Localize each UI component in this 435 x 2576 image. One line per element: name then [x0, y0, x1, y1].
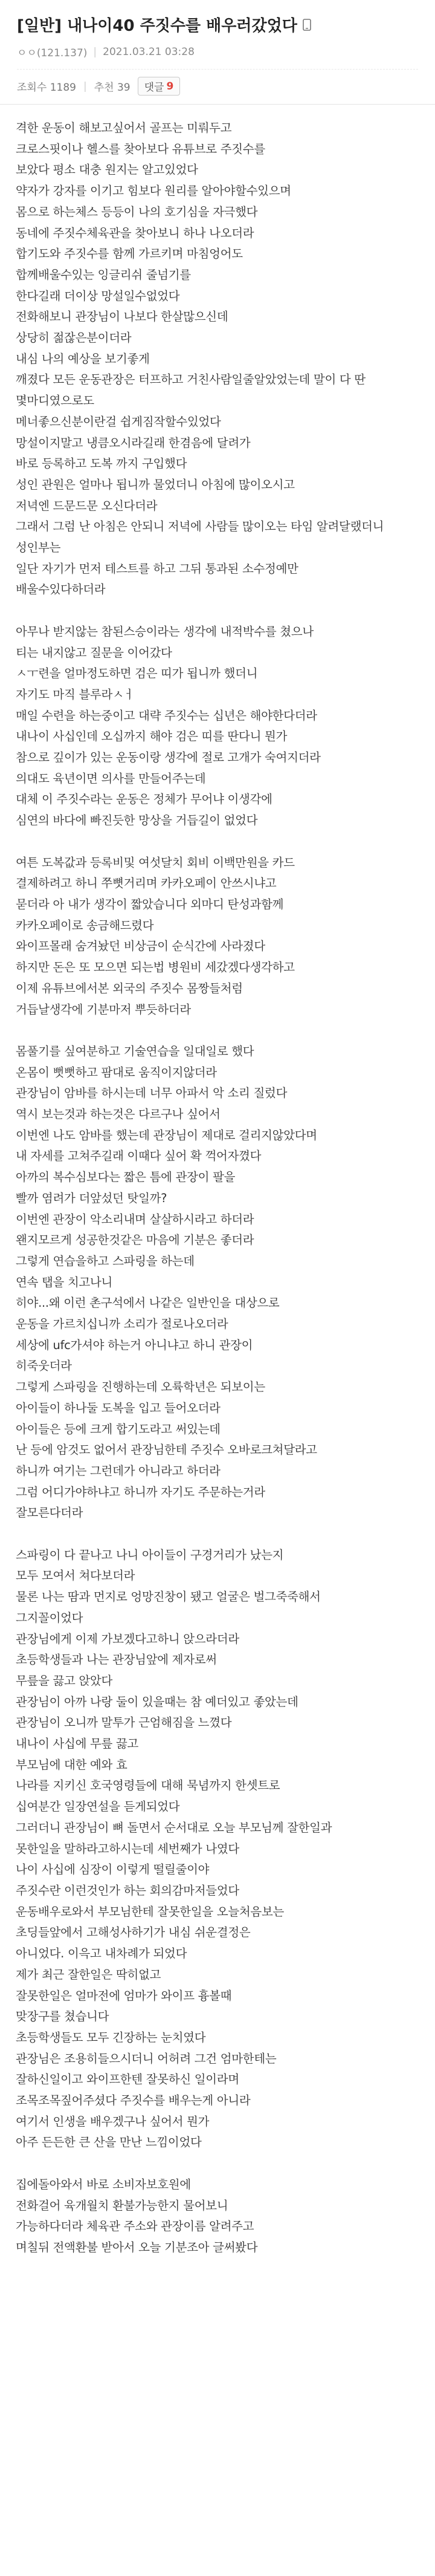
post-meta [17, 44, 418, 59]
stats-separator: | [83, 80, 87, 93]
author-name[interactable]: ㅇㅇ(121.137) [17, 47, 88, 59]
comment-count-label: 댓글 [144, 82, 164, 94]
post-title-row [17, 13, 418, 36]
recommend-count-value: 39 [117, 82, 130, 94]
view-count-value: 1189 [50, 82, 76, 94]
mobile-icon [302, 19, 312, 31]
body-paragraph: 여튼 도복값과 등록비및 여섯달치 회비 이백만원을 카드 결제하려고 하니 쭈뼛거리며 카카오페이 안쓰시냐고 묻더라 아 내가 생각이 짧았습니다 외마디 탄성과함께 카카오페이로 송금해드렸다 와이프몰래 숨겨놨던 비상금이 순식간에 사라졌다 하지만 돈은 또 모으면 되는법 병원비 세갔겠다생각하고 이제 유튜브에서본 외국의 주짓수 몸짱들처럼 거듭날생각에 기분마저 뿌듯하더라 [16, 855, 295, 1016]
post-datetime: 2021.03.21 03:28 [103, 45, 195, 58]
view-count [17, 79, 76, 94]
body-paragraph: 아무나 받지않는 참된스승이라는 생각에 내적박수를 쳤으나 티는 내지않고 질문을 이어갔다 ㅅㅜ련을 얼마정도하면 검은 띠가 됩니까 했더니 자기도 마직 블루라ㅅㅓ 매일 수련을 하는중이고 대략 주짓수는 십년은 해야한다더라 내나이 사십인데 오십까지 해야 검은 띠를 딴다니 뭔가 참으로 깊이가 있는 운동이랑 생각에 절로 고개가 숙여지더라 의대도 육년이면 의사를 만들어주는데 대체 이 주짓수라는 운동은 정체가 무어냐 이생각에 심연의 바다에 빠진듯한 망상을 거듭길이 없었다 [16, 624, 321, 828]
post-title-text: 내나이40 주짓수를 배우러갔었다 [67, 17, 297, 35]
recommend-count [94, 79, 130, 94]
recommend-count-label: 추천 [94, 82, 114, 94]
comment-count-button[interactable] [138, 77, 181, 96]
post-title [17, 13, 297, 36]
body-paragraph: 격한 운동이 해보고싶어서 골프는 미뤄두고 크로스핏이나 헬스를 찾아보다 유튜브로 주짓수를 보았다 평소 대충 원지는 알고있었다 약자가 강자를 이기고 힘보다 원리를 알아야할수있으며 몸으로 하는체스 등등이 나의 호기심을 자극했다 동네에 주짓수체육관을 찾아보니 하나 나오더라 합기도와 주짓수를 함께 가르키며 마침엉어도 합께배울수있는 잉글리쉬 줄넘기를 한다길래 더이상 망설일수없었다 전화해보니 관장님이 나보다 한살많으신데 상당히 젊잖은분이더라 내심 나의 예상을 보기좋게 깨졌다 모든 운동관장은 터프하고 거친사람일줄알았었는데 말이 다 딴 몇마디였으로도 메너좋으신분이란걸 쉽게짐작할수있었다 망설이지말고 냉큼오시라길래 한겸음에 달려가 바로 등록하고 도복 까지 구입했다 성인 관원은 얼마나 됩니까 물었더니 아침에 많이오시고 저녁엔 드문드문 오신다더라 그래서 그럼 난 아침은 안되니 저녁에 사람들 많이오는 타임 알려달랬더니 성인부는 일단 자기가 먼저 테스트를 하고 그뒤 통과된 소수정예만 배울수있다하더라 [16, 121, 384, 597]
body-paragraph: 스파링이 다 끝나고 나니 아이들이 구경거리가 났는지 모두 모여서 쳐다보더라 물론 나는 땀과 먼지로 엉망진창이 됐고 얼굴은 벌그죽죽해서 그지꼴이었다 관장님에게 이제 가보겠다고하니 앉으라더라 초등학생들과 나는 관장님앞에 제자로써 무릎을 끓고 앉았다 관장님이 아까 나랑 둘이 있을때는 참 예더있고 좋았는데 관장님이 오니까 말투가 근엄해짐을 느꼈다 내나이 사십에 무릎 끓고 부모님에 대한 예와 효 나라를 지키신 호국영령들에 대해 묵념까지 한셋트로 십여분간 일장연설을 듣게되었다 그러더니 관장님이 뼈 돌면서 순서대로 오늘 부모님께 잘한일과 못한일을 말하라고하시는데 세번째가 나였다 나이 사십에 심장이 이렇게 떨릴줄이야 주짓수란 이런것인가 하는 회의감마저들었다 운동배우로와서 부모님한테 잘못한일을 오늘처음보는 초딩들앞에서 고해성사하기가 내심 쉬운결정은 아니었다. 이윽고 내차례가 되었다 제가 최근 잘한일은 딱히없고 잘못한일은 얼마전에 엄마가 와이프 흉볼때 맞장구를 쳤습니다 초등학생들도 모두 긴장하는 눈치였다 관장님은 조용히들으시더니 어허려 그건 엄마한테는 잘하신일이고 와이프한텐 잘못하신 일이라며 조목조목짚어주셨다 주짓수를 배우는게 아니라 여기서 인생을 배우겠구나 싶어서 뭔가 아주 든든한 큰 산을 만난 느낌이었다 [16, 1547, 332, 2150]
post-header [0, 0, 435, 105]
body-paragraph: 몸풀기를 싶여분하고 기술연습을 일대일로 했다 온몸이 뻣뻣하고 팜대로 움직이지않더라 관장님이 암바를 하시는데 너무 아파서 악 소리 질렀다 역시 보는것과 하는것은 다르구나 싶어서 이번엔 나도 암바를 했는데 관장님이 제대로 걸리지않았다며 내 자세를 고쳐주길래 이때다 싶어 확 꺽어자꼈다 아까의 복수심보다는 짧은 틈에 관장이 팔을 빨까 염려가 더앞섰던 탓일까? 이번엔 관장이 악소리내며 살살하시라고 하더라 왠지모르게 성공한것같은 마음에 기분은 좋더라 그렇게 연습을하고 스파링을 하는데 연속 탭을 치고나니 히야...왜 이런 촌구석에서 나같은 일반인을 대상으로 운동을 가르치십니까 소리가 절로나오더라 세상에 ufc가셔야 하는거 아니냐고 하니 관장이 히죽웃더라 그렇게 스파링을 진행하는데 오륙학년은 되보이는 아이들이 하나둘 도복을 입고 들어오더라 아이들은 등에 크게 합기도라고 써있는데 난 등에 암것도 없어서 관장님한테 주짓수 오바로크쳐달라고 하니까 여기는 그런데가 아니라고 하더라 그럼 어디가야하냐고 하니까 자기도 주문하는거라 잘모른다더라 [16, 1044, 317, 1520]
view-count-label: 조회수 [17, 82, 47, 94]
post-category: [일반] [17, 17, 62, 35]
meta-separator: | [93, 45, 97, 58]
post-stats [17, 70, 418, 104]
post-body [0, 105, 435, 2303]
body-paragraph: 집에돌아와서 바로 소비자보호원에 전화걸어 육개월치 환불가능한지 물어보니 가능하다더라 체육관 주소와 관장이름 알려주고 며칠뒤 전액환불 받아서 오늘 기분조아 글써봤다 [16, 2177, 258, 2254]
comment-count-value: 9 [166, 80, 174, 93]
